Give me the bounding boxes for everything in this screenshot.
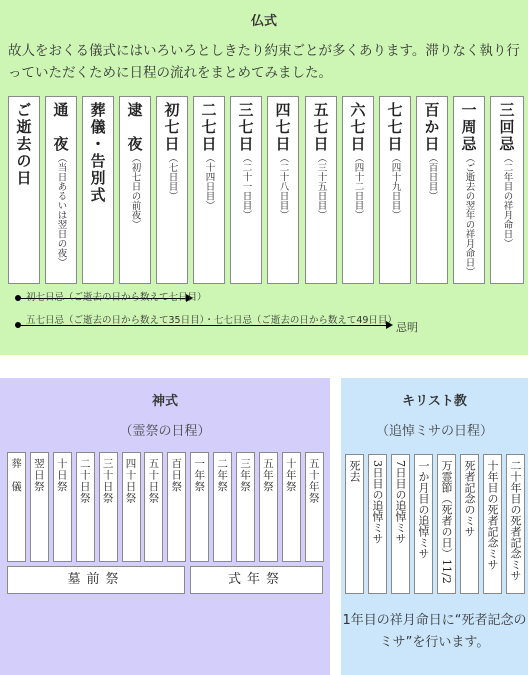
buddhist-day-sub: （七日目） — [166, 153, 178, 201]
buddhist-day-label: 三回忌 — [497, 102, 516, 153]
shinto-rite-box — [7, 452, 26, 562]
shinto-rite-label: 三十日祭 — [101, 458, 114, 504]
christian-mass-box — [460, 454, 479, 594]
shinto-rite-box — [190, 452, 209, 562]
buddhist-day-sub: （当日あるいは翌日の夜） — [55, 153, 67, 267]
buddhist-day-label: 三七日 — [236, 102, 255, 153]
timeline-end-label: 忌明 — [396, 321, 418, 334]
buddhist-day-sub: （初七日の前夜） — [129, 153, 141, 229]
buddhist-day-sub: （四十九日目） — [389, 153, 401, 220]
christian-mass-label: 二十年目の死者記念ミサ — [509, 460, 522, 581]
buddhist-day-label: 四七日 — [273, 102, 292, 153]
shinto-rite-box — [30, 452, 49, 562]
buddhist-day-label: 逮 夜 — [125, 102, 144, 153]
buddhist-day-box — [490, 96, 524, 284]
christian-mass-label: 十年目の死者記念ミサ — [486, 460, 499, 570]
christian-mass-box — [345, 454, 364, 594]
christian-mass-label: 7日目の追悼ミサ — [394, 460, 407, 544]
buddhist-day-label: 葬儀・告別式 — [88, 102, 107, 204]
buddhist-day-box — [8, 96, 40, 284]
christian-mass-label: 死去 — [348, 460, 361, 482]
buddhist-day-sub: （三十五日目） — [315, 153, 327, 220]
christian-mass-label: 一か月目の追悼ミサ — [417, 460, 430, 559]
buddhist-day-box — [45, 96, 77, 284]
shinto-rite-label: 五十年祭 — [307, 458, 320, 504]
buddhist-day-box — [305, 96, 337, 284]
buddhist-day-sub: （百日目） — [426, 153, 438, 201]
shinto-rite-box — [259, 452, 278, 562]
shinto-rite-label: 十年祭 — [284, 458, 297, 493]
shinto-rite-box — [144, 452, 163, 562]
buddhist-day-box — [453, 96, 485, 284]
christian-mass-box — [391, 454, 410, 594]
shinto-rite-box — [122, 452, 141, 562]
shinto-rite-box — [53, 452, 72, 562]
buddhist-day-label: 一周忌 — [459, 102, 478, 153]
buddhist-day-label: 七七日 — [385, 102, 404, 153]
buddhist-day-sub: （二十一日目） — [240, 153, 252, 220]
buddhist-day-box — [267, 96, 299, 284]
shinto-rite-box — [167, 452, 186, 562]
buddhist-day-box — [230, 96, 262, 284]
shinto-rite-box — [213, 452, 232, 562]
shinto-title: 神式 — [151, 394, 178, 409]
christian-mass-label: 万霊節（死者の日）11/2 — [440, 460, 453, 584]
shinto-rite-box — [99, 452, 118, 562]
buddhist-day-label: 五七日 — [311, 102, 330, 153]
shinto-group-boxenzai: 墓前祭 — [7, 566, 185, 594]
shinto-rite-label: 三年祭 — [239, 458, 251, 493]
shinto-rite-label: 葬 儀 — [10, 458, 22, 493]
christian-mass-box — [414, 454, 433, 594]
buddhist-title: 仏式 — [250, 14, 277, 29]
shinto-section — [0, 378, 330, 675]
christian-subtitle: （追悼ミサの日程） — [375, 424, 493, 439]
shinto-subtitle: （霊祭の日程） — [119, 424, 211, 439]
buddhist-day-box — [82, 96, 114, 284]
buddhist-day-label: 六七日 — [348, 102, 367, 153]
buddhist-day-sub: （十四日目） — [203, 153, 215, 210]
shinto-rite-label: 四十日祭 — [124, 458, 137, 504]
christian-mass-box — [506, 454, 525, 594]
buddhist-day-label: ご逝去の日 — [14, 102, 33, 187]
shinto-rite-box — [76, 452, 95, 562]
buddhist-day-sub: （四十二日目） — [352, 153, 364, 220]
christian-mass-box — [437, 454, 456, 594]
shinto-rite-box — [305, 452, 324, 562]
christian-mass-label: 3日目の追悼ミサ — [371, 460, 384, 544]
timeline-note-2: 五七日忌（ご逝去の日から数えて35日目）・七七日忌（ご逝去の日から数えて49日目） — [26, 315, 397, 326]
buddhist-day-sub: （ご逝去の翌年の祥月命日） — [463, 153, 475, 277]
shinto-rite-label: 二十日祭 — [78, 458, 91, 504]
christian-mass-box — [368, 454, 387, 594]
shinto-rite-label: 二年祭 — [216, 458, 229, 493]
shinto-rite-label: 百日祭 — [170, 458, 183, 493]
buddhist-day-label: 百か日 — [422, 102, 441, 153]
buddhist-day-box — [342, 96, 374, 284]
christian-note: 1年目の祥月命日に“死者記念のミサ”を行います。 — [342, 613, 527, 650]
buddhist-intro: 故人をおくる儀式にはいろいろとしきたり約束ごとが多くあります。滞りなく執り行っていただくために日程の流れをまとめてみました。 — [8, 43, 520, 81]
christian-mass-box — [483, 454, 502, 594]
buddhist-day-box — [156, 96, 188, 284]
shinto-rite-label: 五年祭 — [261, 458, 274, 493]
buddhist-day-box — [193, 96, 225, 284]
timeline-note-1: 初七日忌（ご逝去の日から数えて七日目） — [26, 292, 207, 303]
buddhist-day-label: 二七日 — [199, 102, 218, 153]
buddhist-day-label: 初七日 — [162, 102, 181, 153]
christian-mass-label: 死者記念のミサ — [463, 460, 476, 537]
buddhist-day-label: 通 夜 — [51, 102, 70, 153]
shinto-group-shikinensai: 式年祭 — [190, 566, 323, 594]
shinto-rite-label: 十日祭 — [55, 458, 68, 493]
buddhist-day-sub: （二年目の祥月命日） — [501, 153, 513, 248]
christian-title: キリスト教 — [402, 394, 467, 409]
buddhist-day-box — [416, 96, 448, 284]
shinto-rite-label: 一年祭 — [193, 458, 206, 493]
buddhist-day-sub: （二十八日目） — [277, 153, 289, 220]
buddhist-day-box — [379, 96, 411, 284]
shinto-rite-box — [236, 452, 255, 562]
buddhist-day-box — [119, 96, 151, 284]
shinto-rite-box — [282, 452, 301, 562]
shinto-rite-label: 五十日祭 — [147, 458, 160, 504]
shinto-rite-label: 翌日祭 — [32, 458, 45, 493]
